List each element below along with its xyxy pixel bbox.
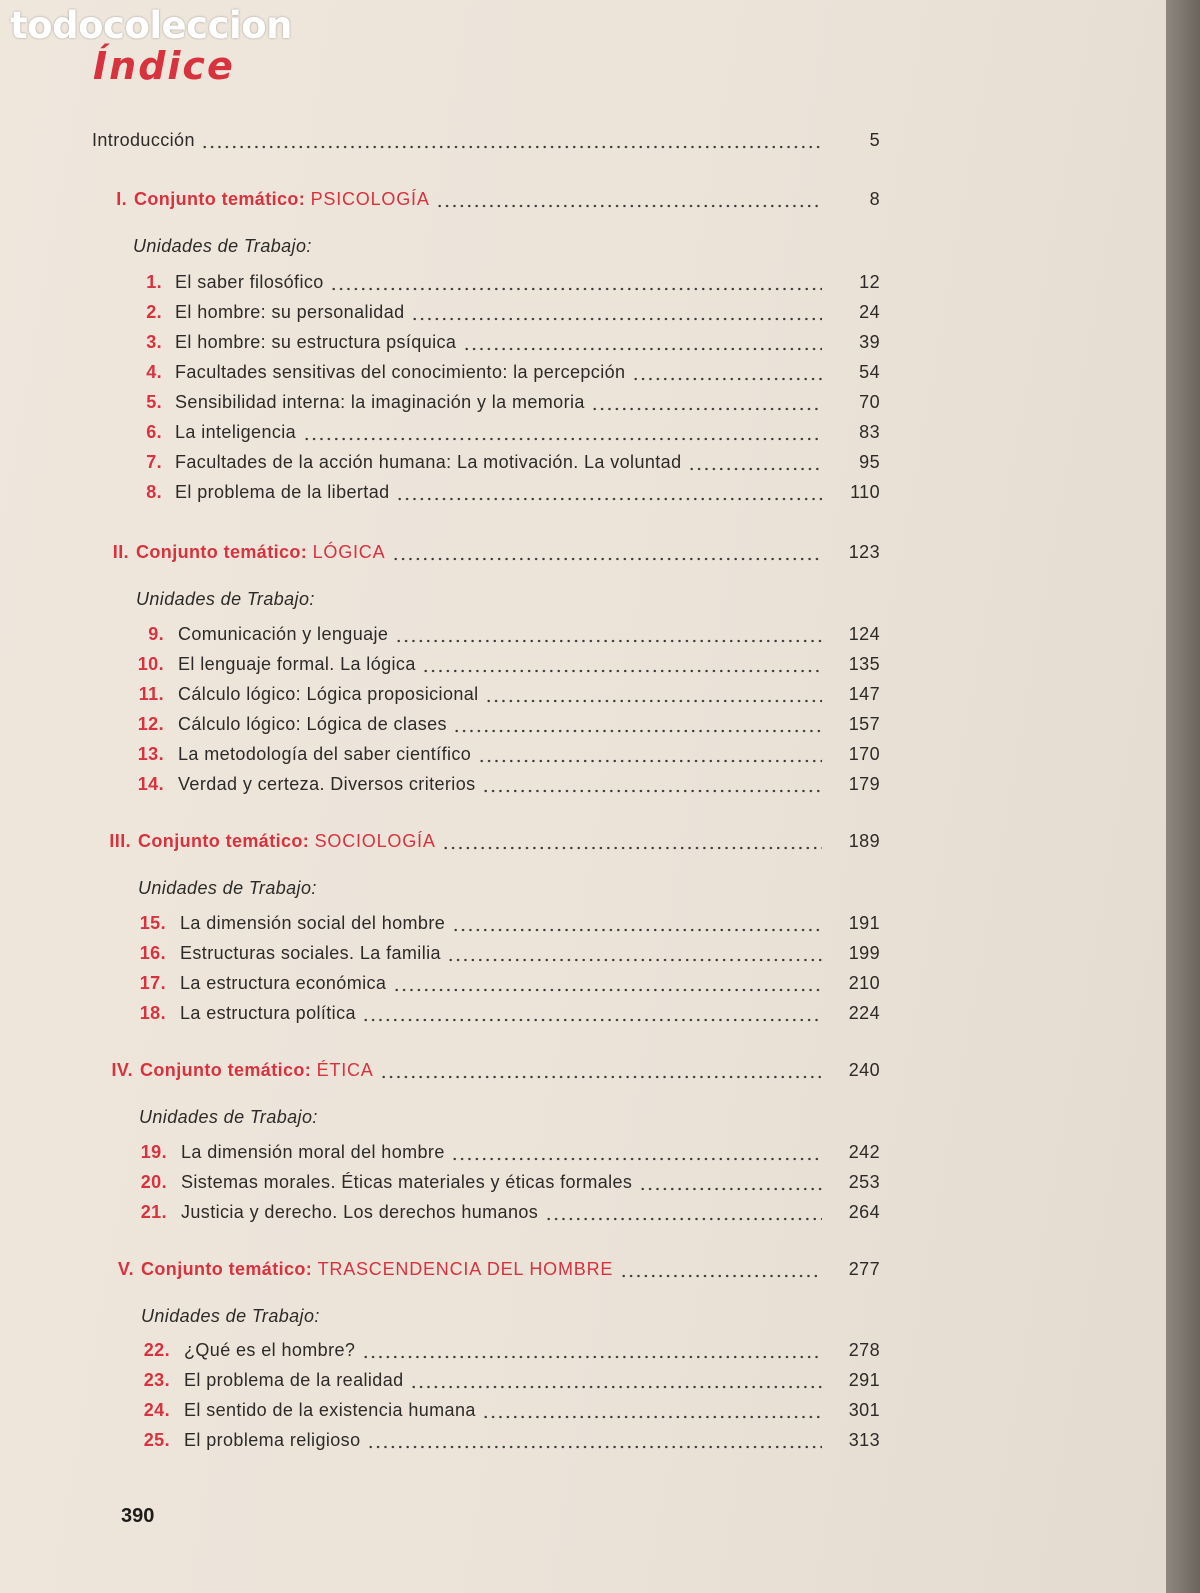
section-prefix: Conjunto temático: — [134, 189, 306, 209]
unit-number: 4. — [146, 362, 162, 382]
unit-label: El hombre: su estructura psíquica — [175, 332, 457, 352]
toc-unit-entry[interactable] — [0, 272, 1166, 298]
watermark: todocoleccion — [10, 4, 292, 47]
toc-unit-entry[interactable] — [0, 654, 1166, 680]
unit-page: 135 — [848, 654, 880, 674]
unit-label: La metodología del saber científico — [178, 744, 472, 764]
section-page: 123 — [848, 542, 880, 562]
section-numeral: IV. — [111, 1060, 133, 1080]
toc-section-heading[interactable] — [0, 1259, 1166, 1285]
unit-label: El hombre: su personalidad — [175, 302, 405, 322]
unit-label: Sensibilidad interna: la imaginación y la memoria — [175, 392, 585, 412]
toc-section-heading[interactable] — [0, 831, 1166, 857]
toc-section-heading[interactable] — [0, 189, 1166, 215]
unit-label: La estructura económica — [180, 973, 387, 993]
unit-page: 179 — [848, 774, 880, 794]
dot-leader — [620, 1274, 822, 1278]
unit-number: 1. — [146, 272, 162, 292]
unit-page: 278 — [848, 1340, 880, 1360]
unit-page: 224 — [848, 1003, 880, 1023]
section-title — [136, 542, 385, 563]
section-title — [140, 1060, 374, 1081]
unit-label: El lenguaje formal. La lógica — [178, 654, 416, 674]
unit-page: 291 — [848, 1370, 880, 1390]
units-label: Unidades de Trabajo: — [138, 878, 317, 898]
unit-page: 199 — [848, 943, 880, 963]
unit-label: El problema de la libertad — [175, 482, 390, 502]
unit-page: 313 — [848, 1430, 880, 1450]
section-prefix: Conjunto temático: — [141, 1259, 313, 1279]
page-number: 390 — [121, 1505, 155, 1527]
unit-page: 124 — [848, 624, 880, 644]
section-topic: ÉTICA — [316, 1060, 374, 1080]
unit-label: Facultades de la acción humana: La motivación. La voluntad — [175, 452, 682, 472]
unit-page: 253 — [848, 1172, 880, 1192]
toc-unit-entry[interactable] — [0, 624, 1166, 650]
unit-number: 8. — [146, 482, 162, 502]
unit-label: Sistemas morales. Éticas materiales y éticas formales — [181, 1172, 633, 1192]
unit-label: Cálculo lógico: Lógica proposicional — [178, 684, 479, 704]
toc-unit-entry[interactable] — [0, 973, 1166, 999]
page-title: Índice — [93, 44, 235, 88]
section-title — [141, 1259, 613, 1280]
toc-unit-entry[interactable] — [0, 392, 1166, 418]
dot-leader — [482, 1415, 822, 1419]
unit-label: El sentido de la existencia humana — [184, 1400, 476, 1420]
toc-unit-entry[interactable] — [0, 452, 1166, 478]
dot-leader — [395, 639, 822, 643]
dot-leader — [392, 557, 822, 561]
unit-number: 6. — [146, 422, 162, 442]
unit-page: 54 — [859, 362, 880, 382]
toc-section-heading[interactable] — [0, 542, 1166, 568]
unit-page: 24 — [859, 302, 880, 322]
unit-number: 11. — [138, 684, 164, 704]
unit-label: Facultades sensitivas del conocimiento: la percepción — [175, 362, 626, 382]
dot-leader — [396, 497, 822, 501]
toc-unit-entry[interactable] — [0, 1370, 1166, 1396]
section-numeral: III. — [109, 831, 131, 851]
dot-leader — [545, 1217, 822, 1221]
section-topic: SOCIOLOGÍA — [314, 831, 436, 851]
unit-number: 22. — [143, 1340, 170, 1360]
unit-label: El problema de la realidad — [184, 1370, 404, 1390]
toc-unit-entry[interactable] — [0, 774, 1166, 800]
dot-leader — [411, 317, 822, 321]
toc-unit-entry[interactable] — [0, 714, 1166, 740]
dot-leader — [447, 958, 822, 962]
unit-number: 21. — [140, 1202, 167, 1222]
unit-number: 25. — [143, 1430, 170, 1450]
toc-unit-entry[interactable] — [0, 422, 1166, 448]
units-label: Unidades de Trabajo: — [136, 589, 315, 609]
unit-label: Verdad y certeza. Diversos criterios — [178, 774, 476, 794]
dot-leader — [367, 1445, 822, 1449]
toc-unit-entry[interactable] — [0, 684, 1166, 710]
section-numeral: II. — [112, 542, 129, 562]
unit-number: 20. — [140, 1172, 167, 1192]
unit-page: 39 — [859, 332, 880, 352]
dot-leader — [485, 699, 822, 703]
unit-page: 157 — [848, 714, 880, 734]
unit-page: 110 — [850, 482, 880, 502]
unit-page: 242 — [848, 1142, 880, 1162]
unit-page: 170 — [848, 744, 880, 764]
toc-unit-entry[interactable] — [0, 1430, 1166, 1456]
toc-unit-entry[interactable] — [0, 744, 1166, 770]
unit-label: Comunicación y lenguaje — [178, 624, 389, 644]
toc-unit-entry[interactable] — [0, 482, 1166, 508]
section-page: 189 — [848, 831, 880, 851]
dot-leader — [639, 1187, 822, 1191]
entry-page: 5 — [869, 130, 880, 150]
unit-number: 23. — [143, 1370, 170, 1390]
toc-unit-entry[interactable] — [0, 1003, 1166, 1029]
toc-unit-entry[interactable] — [0, 943, 1166, 969]
unit-number: 16. — [139, 943, 166, 963]
dot-leader — [632, 377, 822, 381]
unit-page: 83 — [859, 422, 880, 442]
toc-unit-entry[interactable] — [0, 1340, 1166, 1366]
dot-leader — [442, 846, 822, 850]
section-page: 8 — [869, 189, 880, 209]
page-edge-shadow — [1166, 0, 1200, 1593]
unit-label: Justicia y derecho. Los derechos humanos — [181, 1202, 539, 1222]
section-topic: PSICOLOGÍA — [310, 189, 430, 209]
unit-number: 15. — [139, 913, 166, 933]
unit-page: 210 — [848, 973, 880, 993]
dot-leader — [482, 789, 822, 793]
section-prefix: Conjunto temático: — [136, 542, 308, 562]
dot-leader — [422, 669, 822, 673]
dot-leader — [436, 204, 822, 208]
dot-leader — [362, 1018, 822, 1022]
dot-leader — [452, 928, 822, 932]
unit-page: 191 — [848, 913, 880, 933]
toc-section-heading[interactable] — [0, 1060, 1166, 1086]
dot-leader — [201, 145, 822, 149]
section-title — [134, 189, 430, 210]
section-numeral: V. — [117, 1259, 134, 1279]
unit-number: 24. — [143, 1400, 170, 1420]
unit-label: La estructura política — [180, 1003, 356, 1023]
unit-label: ¿Qué es el hombre? — [184, 1340, 356, 1360]
unit-label: Estructuras sociales. La familia — [180, 943, 441, 963]
unit-label: El problema religioso — [184, 1430, 361, 1450]
unit-number: 17. — [139, 973, 166, 993]
unit-number: 7. — [146, 452, 162, 472]
dot-leader — [362, 1355, 822, 1359]
unit-number: 3. — [146, 332, 162, 352]
unit-page: 70 — [859, 392, 880, 412]
unit-label: La dimensión moral del hombre — [181, 1142, 445, 1162]
unit-number: 14. — [137, 774, 164, 794]
toc-unit-entry[interactable] — [0, 1400, 1166, 1426]
unit-number: 10. — [137, 654, 164, 674]
units-label: Unidades de Trabajo: — [133, 236, 312, 256]
section-numeral: I. — [116, 189, 127, 209]
unit-number: 12. — [137, 714, 164, 734]
unit-number: 9. — [148, 624, 164, 644]
section-page: 240 — [848, 1060, 880, 1080]
dot-leader — [591, 407, 822, 411]
dot-leader — [330, 287, 822, 291]
section-title — [138, 831, 436, 852]
unit-page: 301 — [848, 1400, 880, 1420]
unit-label: El saber filosófico — [175, 272, 324, 292]
entry-label: Introducción — [92, 130, 195, 150]
dot-leader — [380, 1075, 822, 1079]
dot-leader — [463, 347, 822, 351]
dot-leader — [451, 1157, 822, 1161]
toc-unit-entry[interactable] — [0, 1142, 1166, 1168]
unit-number: 5. — [146, 392, 162, 412]
dot-leader — [393, 988, 822, 992]
toc-unit-entry[interactable] — [0, 302, 1166, 328]
toc-unit-entry[interactable] — [0, 1202, 1166, 1228]
section-page: 277 — [848, 1259, 880, 1279]
unit-page: 264 — [848, 1202, 880, 1222]
section-topic: LÓGICA — [312, 542, 386, 562]
dot-leader — [410, 1385, 822, 1389]
unit-page: 12 — [859, 272, 880, 292]
unit-label: La dimensión social del hombre — [180, 913, 446, 933]
unit-number: 13. — [137, 744, 164, 764]
toc-unit-entry[interactable] — [0, 1172, 1166, 1198]
section-topic: TRASCENDENCIA DEL HOMBRE — [317, 1259, 614, 1279]
toc-entry-introduction[interactable] — [0, 130, 1166, 156]
toc-unit-entry[interactable] — [0, 332, 1166, 358]
section-prefix: Conjunto temático: — [138, 831, 310, 851]
dot-leader — [688, 467, 822, 471]
dot-leader — [478, 759, 822, 763]
dot-leader — [453, 729, 822, 733]
dot-leader — [303, 437, 822, 441]
toc-unit-entry[interactable] — [0, 362, 1166, 388]
unit-number: 2. — [146, 302, 162, 322]
unit-page: 147 — [848, 684, 880, 704]
toc-unit-entry[interactable] — [0, 913, 1166, 939]
section-prefix: Conjunto temático: — [140, 1060, 312, 1080]
units-label: Unidades de Trabajo: — [139, 1107, 318, 1127]
unit-number: 18. — [139, 1003, 166, 1023]
unit-page: 95 — [859, 452, 880, 472]
unit-label: La inteligencia — [175, 422, 297, 442]
unit-label: Cálculo lógico: Lógica de clases — [178, 714, 447, 734]
unit-number: 19. — [140, 1142, 167, 1162]
units-label: Unidades de Trabajo: — [141, 1306, 320, 1326]
